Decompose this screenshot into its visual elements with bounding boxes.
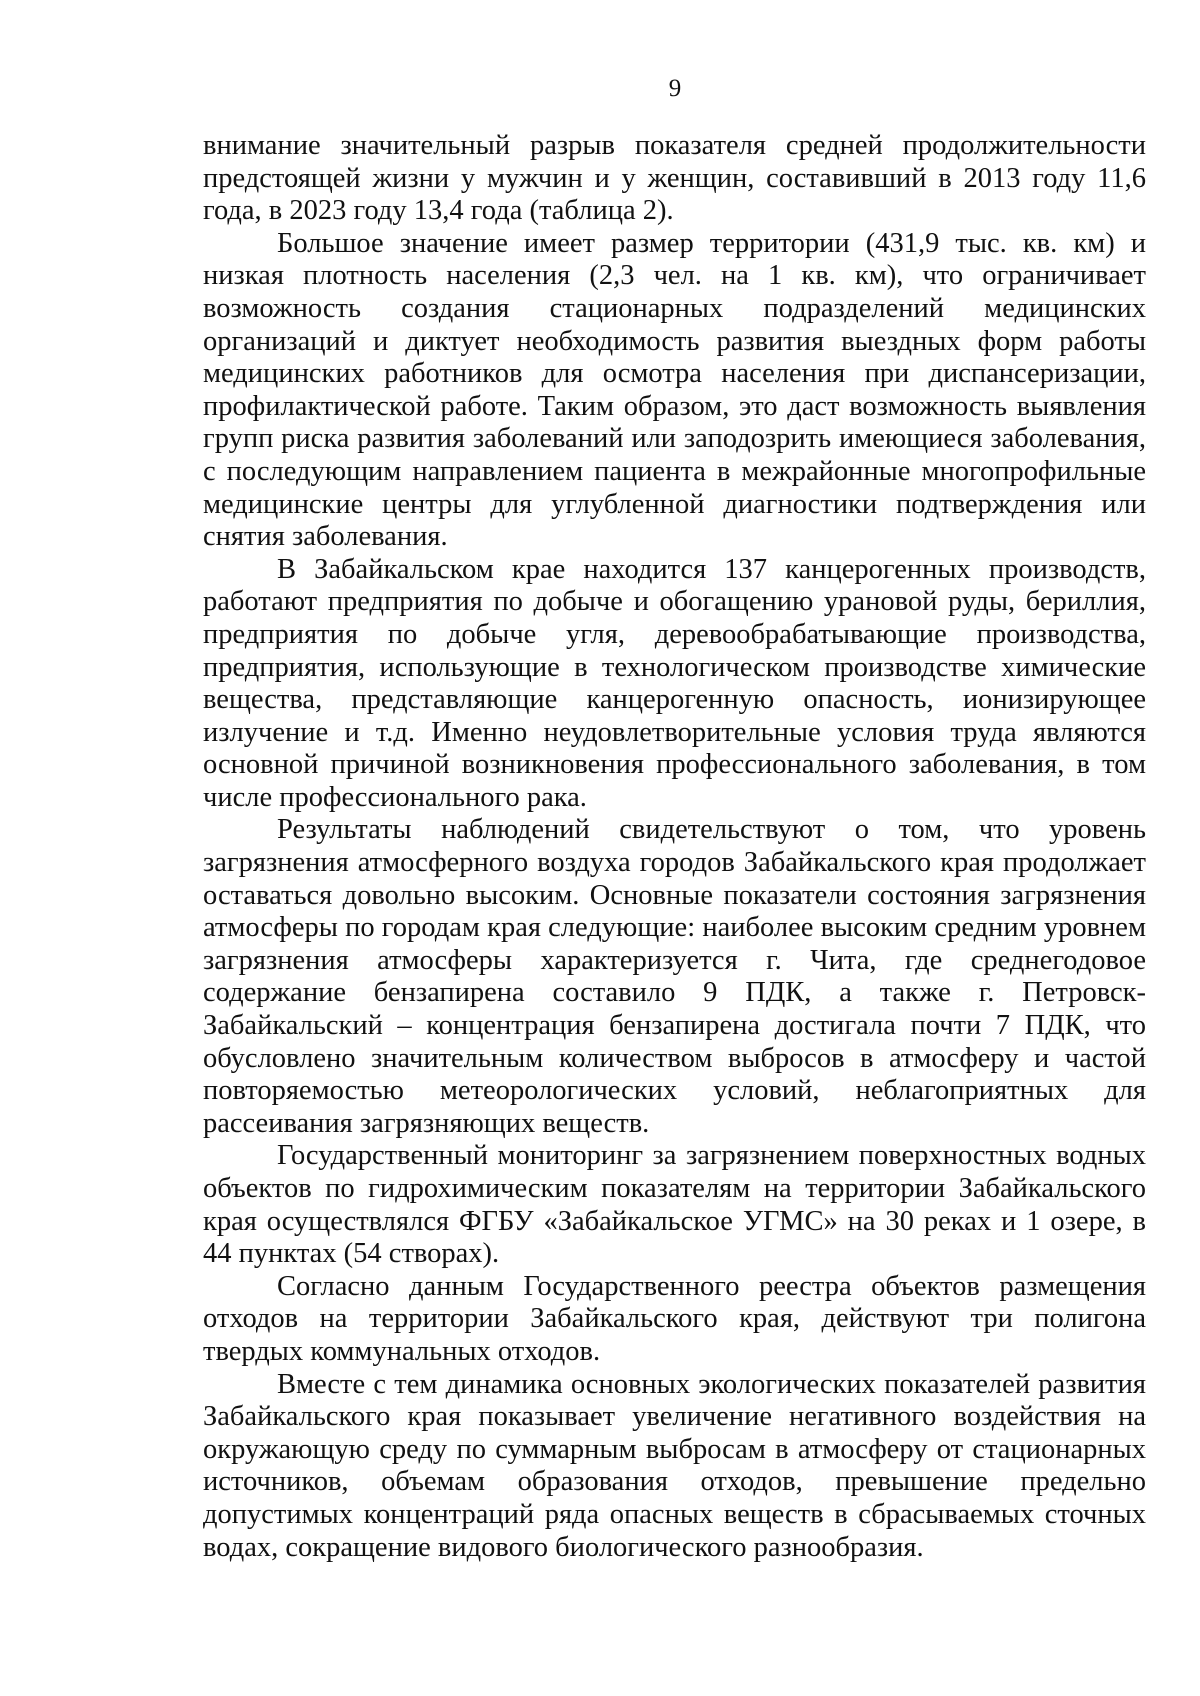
paragraph-life-expectancy-gap: внимание значительный разрыв показателя средней продолжительности предстоящей жизни у мужчин и у женщин, составивший в 2013 году 11,6 года, в 2023 году 13,4 года (таблица 2). — [203, 130, 1146, 227]
paragraph-territory-density: Большое значение имеет размер территории (431,9 тыс. кв. км) и низкая плотность населения (2,3 чел. на 1 кв. км), что ограничивает возможность создания стационарных подразделений медицинских организаций и диктует необходимость развития выездных форм работы медицинских работников для осмотра населения при диспансеризации, профилактической работе. Таким образом, это даст возможность выявления групп риска развития заболеваний или заподозрить имеющиеся заболевания, с последующим направлением пациента в межрайонные многопрофильные медицинские центры для углубленной диагностики подтверждения или снятия заболевания. — [203, 227, 1146, 553]
paragraph-water-monitoring: Государственный мониторинг за загрязнением поверхностных водных объектов по гидрохимическим показателям на территории Забайкальского края осуществлялся ФГБУ «Забайкальское УГМС» на 30 реках и 1 озере, в 44 пунктах (54 створах). — [203, 1140, 1146, 1270]
paragraph-waste-landfills: Согласно данным Государственного реестра объектов размещения отходов на территории Забайкальского края, действуют три полигона твердых коммунальных отходов. — [203, 1270, 1146, 1367]
page-number: 9 — [668, 75, 682, 102]
paragraph-carcinogenic-production: В Забайкальском крае находится 137 канцерогенных производств, работают предприятия по добыче и обогащению урановой руды, бериллия, предприятия по добыче угля, деревообрабатывающие производства, предприятия, использующие в технологическом производстве химические вещества, представляющие канцерогенную опасность, ионизирующее излучение и т.д. Именно неудовлетворительные условия труда являются основной причиной возникновения профессионального заболевания, в том числе профессионального рака. — [203, 553, 1146, 813]
paragraph-air-pollution: Результаты наблюдений свидетельствуют о том, что уровень загрязнения атмосферного воздуха городов Забайкальского края продолжает оставаться довольно высоким. Основные показатели состояния загрязнения атмосферы по городам края следующие: наиболее высоким средним уровнем загрязнения атмосферы характеризуется г. Чита, где среднегодовое содержание бензапирена составило 9 ПДК, а также г. Петровск-Забайкальский – концентрация бензапирена достигала почти 7 ПДК, что обусловлено значительным количеством выбросов в атмосферу и частой повторяемостью метеорологических условий, неблагоприятных для рассеивания загрязняющих веществ. — [203, 814, 1146, 1139]
paragraph-ecological-dynamics: Вместе с тем динамика основных экологических показателей развития Забайкальского края показывает увеличение негативного воздействия на окружающую среду по суммарным выбросам в атмосферу от стационарных источников, объемам образования отходов, превышение предельно допустимых концентраций ряда опасных веществ в сбрасываемых сточных водах, сокращение видового биологического разнообразия. — [203, 1368, 1146, 1563]
body-text — [203, 130, 1146, 1564]
